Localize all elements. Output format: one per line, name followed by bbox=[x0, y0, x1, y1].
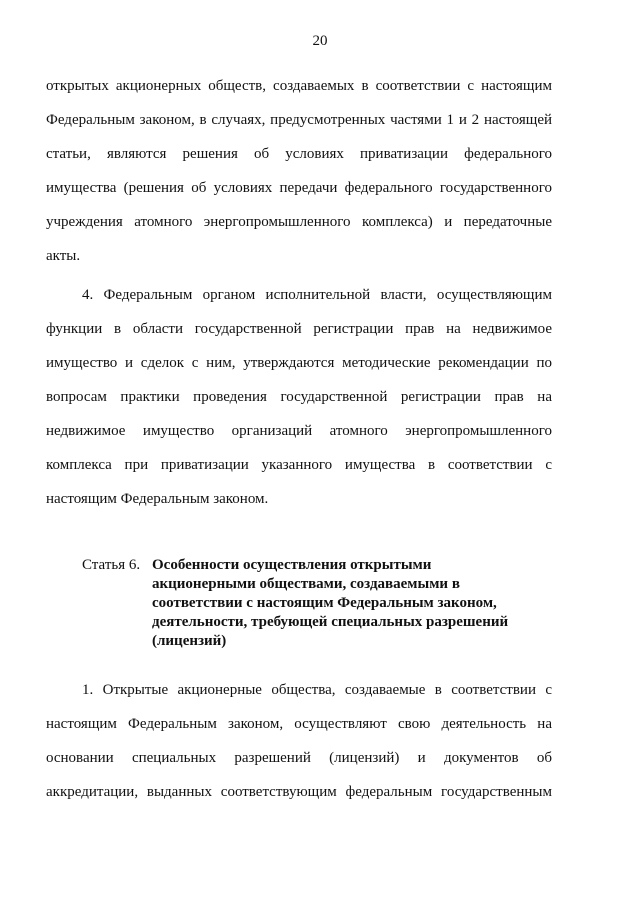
paragraph-2-line-1: 4. Федеральным органом исполнительной власти, осуществляющим bbox=[82, 287, 552, 303]
article-paragraph-1-line-1: 1. Открытые акционерные общества, создаваемые в соответствии с bbox=[82, 682, 552, 698]
paragraph-2-line-4: вопросам практики проведения государственной регистрации прав на bbox=[46, 389, 552, 405]
paragraph-2-line-3: имущество и сделок с ним, утверждаются методические рекомендации по bbox=[46, 355, 552, 371]
article-title-line-1: Особенности осуществления открытыми bbox=[152, 557, 432, 573]
article-paragraph-1-line-2: настоящим Федеральным законом, осуществляют свою деятельность на bbox=[46, 716, 552, 732]
paragraph-1-line-4: имущества (решения об условиях передачи федерального государственного bbox=[46, 180, 552, 196]
article-title-line-5: (лицензий) bbox=[152, 633, 227, 649]
page-number: 20 bbox=[312, 33, 328, 49]
paragraph-1-line-1: открытых акционерных обществ, создаваемых в соответствии с настоящим bbox=[46, 78, 552, 94]
article-title bbox=[152, 556, 552, 651]
article-label: Статья 6. bbox=[82, 557, 141, 573]
paragraph-1-line-6: акты. bbox=[46, 248, 81, 264]
article-title-line-3: соответствии с настоящим Федеральным законом, bbox=[152, 595, 497, 611]
paragraph-2-line-2: функции в области государственной регистрации прав на недвижимое bbox=[46, 321, 552, 337]
article-paragraph-1-line-3: основании специальных разрешений (лицензий) и документов об bbox=[46, 750, 552, 766]
article-title-line-2: акционерными обществами, создаваемыми в bbox=[152, 576, 460, 592]
article-title-line-4: деятельности, требующей специальных разрешений bbox=[152, 614, 509, 630]
paragraph-2-line-6: комплекса при приватизации указанного имущества в соответствии с bbox=[46, 457, 552, 473]
paragraph-1-line-5: учреждения атомного энергопромышленного комплекса) и передаточные bbox=[46, 214, 552, 230]
paragraph-1-line-3: статьи, являются решения об условиях приватизации федерального bbox=[46, 146, 552, 162]
article-paragraph-1-line-4: аккредитации, выданных соответствующим федеральным государственным bbox=[46, 784, 552, 800]
paragraph-2-line-5: недвижимое имущество организаций атомного энергопромышленного bbox=[46, 423, 552, 439]
paragraph-2-line-7: настоящим Федеральным законом. bbox=[46, 491, 269, 507]
paragraph-1-line-2: Федеральным законом, в случаях, предусмотренных частями 1 и 2 настоящей bbox=[46, 112, 552, 128]
